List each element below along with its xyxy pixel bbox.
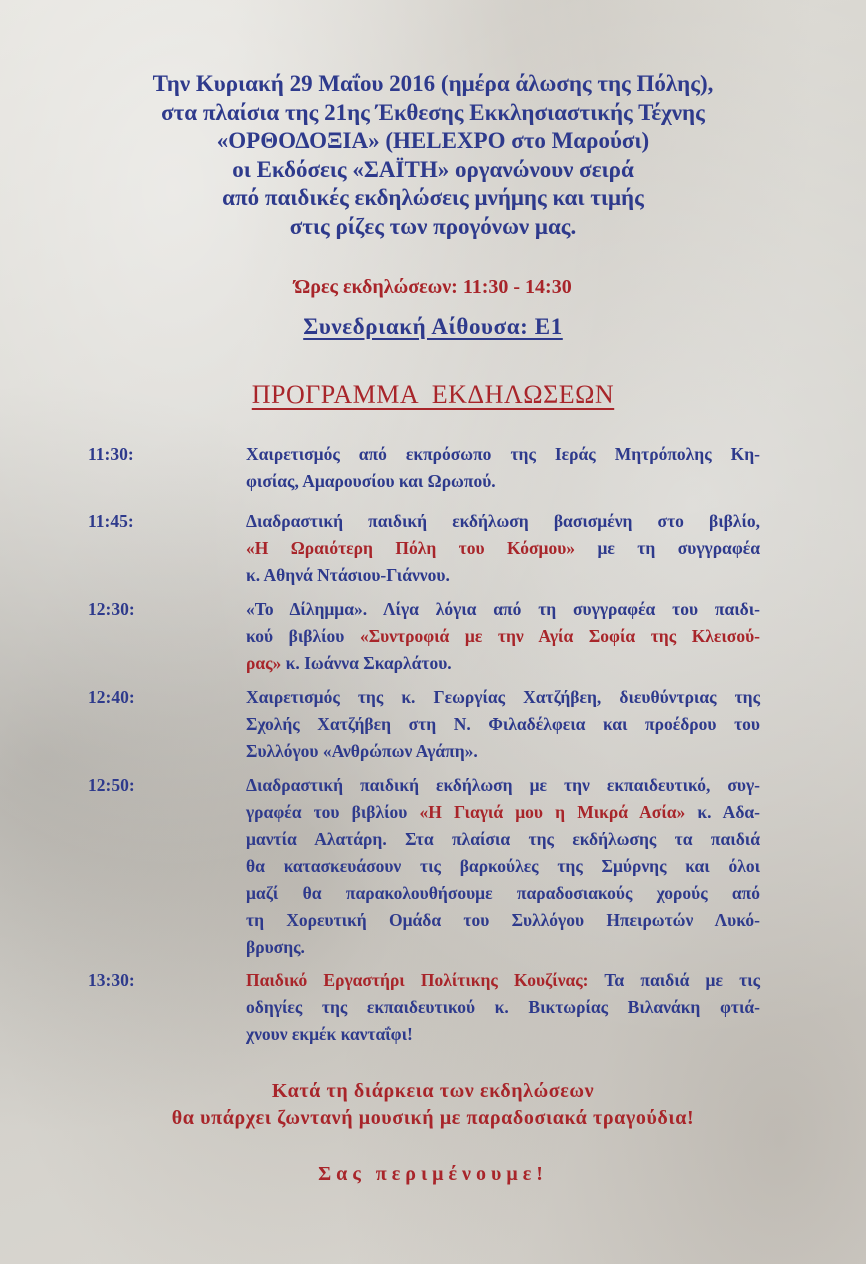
intro-line: από παιδικές εκδηλώσεις μνήμης και τιμής [222, 185, 644, 210]
intro-line: Την Κυριακή 29 Μαΐου 2016 (ημέρα άλωσης της Πόλης), [152, 71, 714, 96]
schedule-line [246, 907, 760, 934]
schedule-text: Χαιρετισμός της κ. Γεωργίας Χατζήβεη, διευθύντριας της [246, 687, 760, 707]
highlighted-title: «Συντροφιά με την Αγία Σοφία της Κλεισού- [359, 626, 760, 646]
schedule-text: Συλλόγου «Ανθρώπων Αγάπη». [246, 741, 478, 761]
schedule-line [246, 441, 760, 468]
schedule-time: 12:30: [88, 599, 135, 619]
program-title [60, 380, 806, 410]
schedule-line [246, 738, 760, 765]
schedule-text: Τα παιδιά με τις [588, 970, 760, 990]
highlighted-title: Παιδικό Εργαστήρι Πολίτικης Κουζίνας: [246, 970, 589, 990]
intro-line: στα πλαίσια της 21ης Έκθεσης Εκκλησιαστικής Τέχνης [161, 99, 705, 125]
schedule-text: κ. Ιωάννα Σκαρλάτου. [281, 653, 452, 673]
schedule-text: με τη συγγραφέα [575, 538, 760, 558]
schedule-description [246, 684, 760, 765]
intro-text [60, 70, 806, 241]
schedule-text: «Το Δίλημμα». Λίγα λόγια από τη συγγραφέα του παιδι- [246, 599, 760, 619]
schedule-text: κ. Αθηνά Ντάσιου-Γιάννου. [246, 565, 450, 585]
schedule-line [246, 826, 760, 853]
schedule-text: οδηγίες της εκπαιδευτικού κ. Βικτωρίας Βιλανάκη φτιά- [246, 997, 760, 1017]
program-title-text: ΠΡΟΓΡΑΜΜΑ ΕΚΔΗΛΩΣΕΩΝ [251, 380, 615, 409]
schedule-line [246, 562, 760, 589]
schedule-text: Σχολής Χατζήβεη στη Ν. Φιλαδέλφεια και προέδρου του [246, 714, 760, 734]
schedule-text: μαντία Αλατάρη. Στα πλαίσια της εκδήλωσης τα παιδιά [246, 829, 760, 849]
schedule-line [246, 934, 760, 961]
schedule-description [246, 441, 760, 495]
schedule-line [246, 468, 760, 495]
schedule-text: τη Χορευτική Ομάδα του Συλλόγου Ηπειρωτών Λυκό- [246, 910, 760, 930]
event-hours: Ώρες εκδηλώσεων: 11:30 - 14:30 [294, 276, 572, 298]
schedule-line [246, 711, 760, 738]
final-message: Σας περιμένουμε! [318, 1163, 548, 1185]
highlighted-title: «Η Γιαγιά μου η Μικρά Ασία» [419, 802, 686, 822]
closing-note [60, 1078, 806, 1132]
intro-line: «ΟΡΘΟΔΟΞΙΑ» (HELEXPO στο Μαρούσι) [216, 128, 650, 153]
highlighted-title: ρας» [246, 653, 282, 673]
schedule-line [246, 967, 760, 994]
schedule-time: 12:40: [88, 687, 135, 707]
intro-line: στις ρίζες των προγόνων μας. [289, 213, 577, 239]
schedule-line [246, 772, 760, 799]
schedule-time: 11:30: [88, 444, 134, 464]
schedule-text: βρυσης. [246, 937, 305, 957]
schedule-line [246, 799, 760, 826]
schedule-text: γραφέα του βιβλίου [246, 802, 420, 822]
highlighted-title: «Η Ωραιότερη Πόλη του Κόσμου» [246, 538, 576, 558]
schedule-line [246, 650, 760, 677]
schedule-line [246, 535, 760, 562]
hall-label: Συνεδριακή Αίθουσα: Ε1 [303, 314, 563, 339]
schedule-text: μαζί θα παρακολουθήσουμε παραδοσιακούς χορούς από [246, 883, 760, 903]
schedule-text: Διαδραστική παιδική εκδήλωση με την εκπαιδευτικό, συγ- [246, 775, 760, 795]
schedule-text: κ. Αδα- [685, 802, 760, 822]
schedule-line [246, 508, 760, 535]
schedule-line [246, 853, 760, 880]
schedule-description [246, 596, 760, 677]
hall-name [60, 314, 806, 340]
schedule-time: 11:45: [88, 511, 134, 531]
schedule-line [246, 1021, 760, 1048]
schedule-description [246, 772, 760, 961]
schedule-time: 13:30: [88, 970, 135, 990]
schedule-line [246, 596, 760, 623]
schedule-time: 12:50: [88, 775, 135, 795]
schedule-text: κού βιβλίου [246, 626, 360, 646]
schedule-text: Χαιρετισμός από εκπρόσωπο της Ιεράς Μητρόπολης Κη- [246, 444, 760, 464]
schedule-text: χνουν εκμέκ κανταΐφι! [246, 1024, 413, 1044]
schedule-description [246, 508, 760, 589]
intro-line: οι Εκδόσεις «ΣΑΪΤΗ» οργανώνουν σειρά [232, 156, 634, 182]
schedule-description [246, 967, 760, 1048]
closing-line: Κατά τη διάρκεια των εκδηλώσεων [271, 1080, 595, 1102]
schedule-line [246, 880, 760, 907]
schedule-line [246, 684, 760, 711]
closing-line: θα υπάρχει ζωντανή μουσική με παραδοσιακά τραγούδια! [171, 1107, 695, 1129]
schedule-text: φισίας, Αμαρουσίου και Ωρωπού. [246, 471, 496, 491]
schedule-text: Διαδραστική παιδική εκδήλωση βασισμένη στο βιβλίο, [246, 511, 760, 531]
schedule-line [246, 994, 760, 1021]
schedule-line [246, 623, 760, 650]
schedule-text: θα κατασκευάσουν τις βαρκούλες της Σμύρνης και όλοι [246, 856, 760, 876]
